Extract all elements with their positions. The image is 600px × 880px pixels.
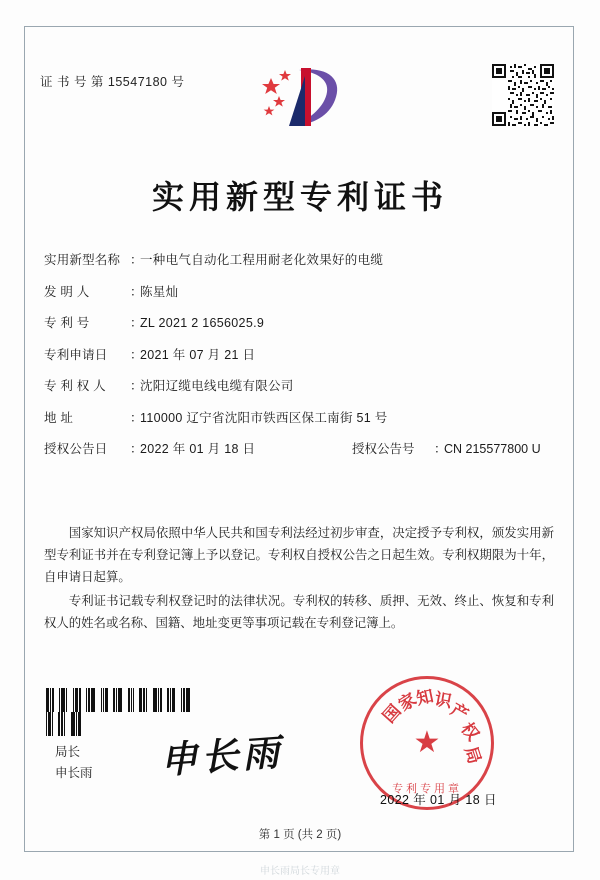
seal-char: 局 [459, 744, 485, 767]
field-value: 2022 年 01 月 18 日 [140, 442, 256, 456]
qr-code-icon [492, 64, 554, 126]
field-separator: ： [130, 442, 143, 456]
certificate-number: 证 书 号 第 15547180 号 [40, 75, 185, 89]
seal-char: 权 [456, 719, 483, 745]
field-label: 地 址 [44, 410, 74, 425]
field-row [44, 250, 556, 268]
field-separator: ： [130, 347, 143, 362]
signature-name: 申长雨 [55, 766, 93, 780]
field-separator: ： [434, 442, 447, 456]
field-separator: ： [130, 379, 143, 393]
field-separator: ： [130, 410, 143, 425]
seal-char: 知 [414, 686, 436, 710]
page-number: 第 1 页 (共 2 页) [258, 829, 342, 841]
seal-star-icon: ★ [413, 726, 441, 759]
field-value: 沈阳辽缆电线电缆有限公司 [140, 379, 294, 393]
signature-labels [55, 742, 93, 784]
paragraph: 国家知识产权局依照中华人民共和国专利法经过初步审查，决定授予专利权，颁发实用新型专利证书并在专利登记簿上予以登记。专利权自授权公告之日起生效。专利权期限为十年，自申请日起算。 [44, 526, 554, 584]
signature-title: 局长 [55, 745, 81, 759]
field-label: 实用新型名称 [44, 253, 121, 267]
barcode-icon [46, 688, 192, 712]
field-row [44, 282, 556, 300]
seal-bottom-text: 专利专用章 [392, 783, 462, 795]
field-separator: ： [130, 284, 143, 299]
field-row [44, 345, 556, 363]
signature-handwriting: 申长雨 [158, 729, 285, 783]
field-list [44, 250, 556, 471]
field-value-secondary: CN 215577800 U [444, 442, 541, 456]
field-value: 110000 辽宁省沈阳市铁西区保工南街 51 号 [140, 410, 388, 425]
seal-char: 国 [379, 701, 406, 728]
field-label-secondary: 授权公告号 [352, 442, 415, 456]
field-row [44, 313, 556, 331]
seal-char: 识 [432, 689, 454, 713]
page-title: 实用新型专利证书 [151, 178, 448, 216]
seal-char: 家 [395, 689, 421, 716]
field-label: 发 明 人 [44, 284, 90, 299]
patent-office-logo-icon [255, 62, 351, 134]
field-row [44, 376, 556, 394]
field-separator: ： [130, 253, 143, 267]
field-label: 专利申请日 [44, 347, 108, 362]
field-value: 2021 年 07 月 21 日 [140, 347, 256, 362]
field-label: 授权公告日 [44, 442, 108, 456]
field-row [44, 408, 556, 426]
field-value: ZL 2021 2 1656025.9 [140, 316, 265, 330]
legal-text [44, 522, 554, 636]
seal-char: 产 [446, 699, 472, 726]
field-row-authorization [44, 439, 556, 457]
field-value: 陈星灿 [140, 284, 179, 299]
field-label: 专 利 号 [44, 316, 90, 330]
field-value: 一种电气自动化工程用耐老化效果好的电缆 [140, 253, 384, 267]
seal-date: 2022 年 01 月 18 日 [380, 793, 497, 807]
footer-faint-text: 申长雨局长专用章 [260, 866, 340, 877]
paragraph: 专利证书记载专利权登记时的法律状况。专利权的转移、质押、无效、终止、恢复和专利权人的姓名或名称、国籍、地址变更等事项记载在专利登记簿上。 [44, 594, 554, 630]
field-separator: ： [130, 316, 143, 330]
field-label: 专 利 权 人 [44, 379, 106, 393]
